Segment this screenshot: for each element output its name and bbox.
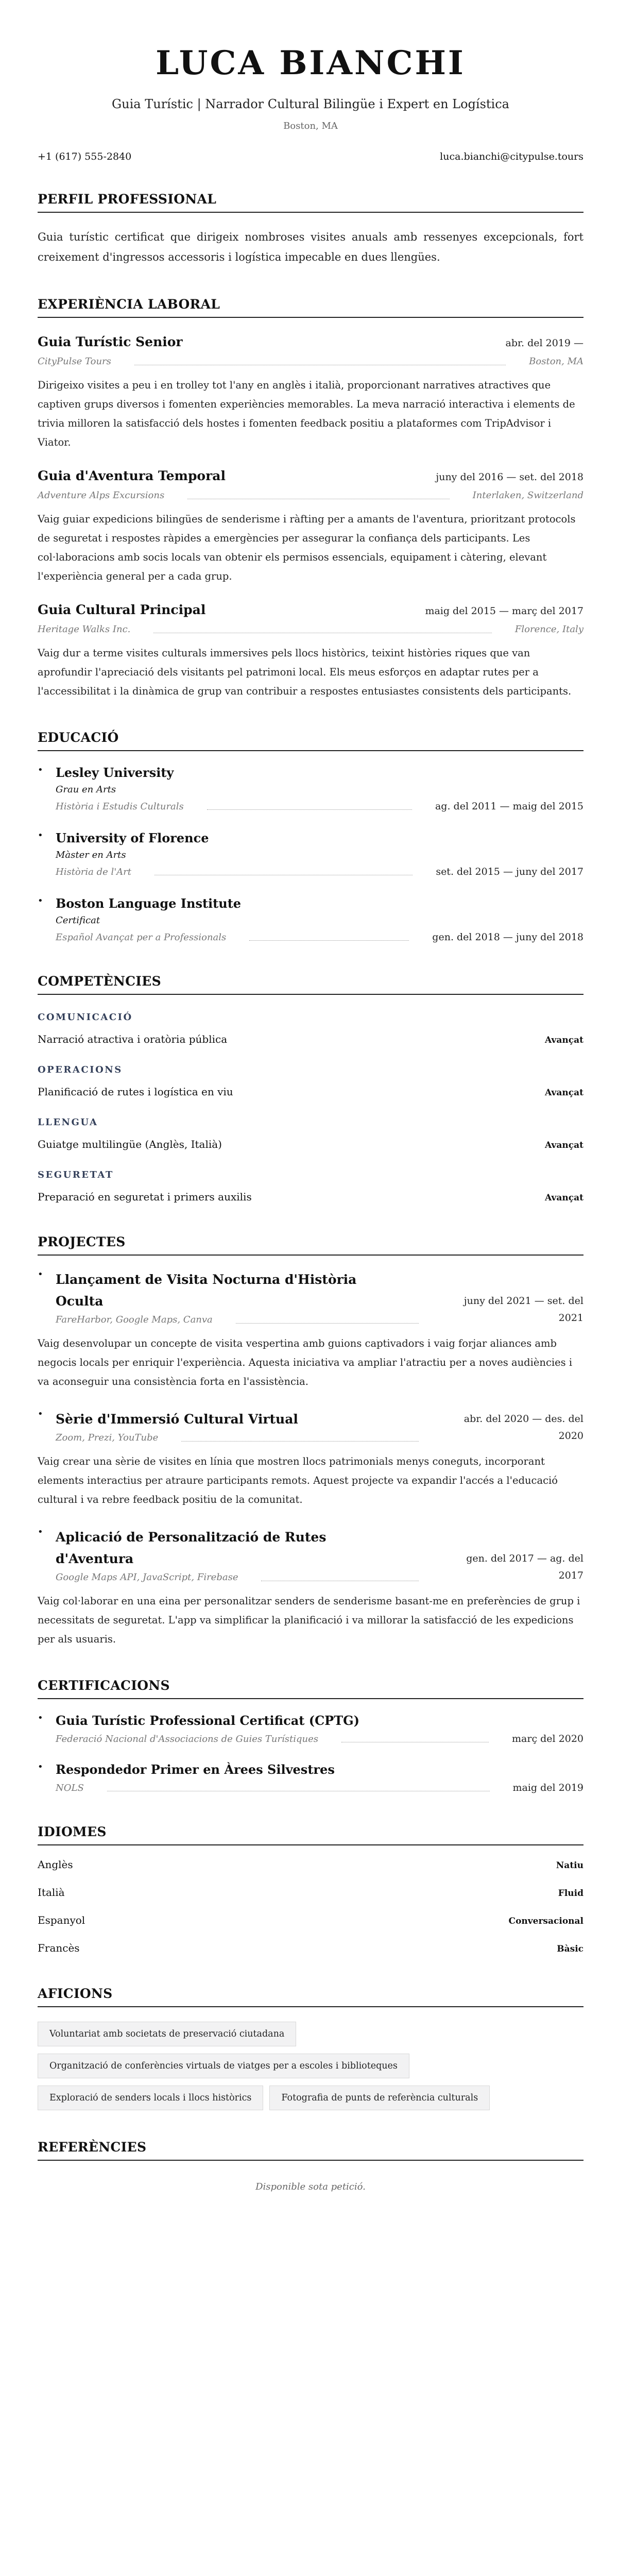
job-entry: [38, 333, 583, 452]
skill-level: Avançat: [545, 1035, 583, 1045]
contact-row: [38, 151, 583, 162]
section-heading: EDUCACIÓ: [38, 730, 583, 751]
project-entry: [38, 1269, 583, 1391]
language-item: [38, 1857, 583, 1873]
job-meta: [38, 623, 583, 636]
certification-list: [38, 1713, 583, 1795]
job-header: [38, 333, 583, 351]
project-title: • Sèrie d'Immersió Cultural Virtual: [56, 1412, 298, 1427]
projects-section: [38, 1234, 583, 1649]
project-description: Vaig desenvolupar un concepte de visita vespertina amb guions captivadors i vaig forjar aliances amb negocis locals per enriquir l'experiència. Aquesta iniciativa va ampliar l'atractiu per a noves audiències i va aconseguir una consistència forta en l'assistència.: [38, 1337, 573, 1387]
education-meta: [56, 930, 583, 944]
resume-header: [38, 43, 583, 162]
skill-list: [38, 1011, 583, 1205]
job-description: Vaig dur a terme visites culturals immersives pels llocs històrics, teixint històries riques que van aprofundir l'apreciació dels visitants pel patrimoni local. Els meus esforços en adaptar rutes per a l'accessibilitat i la dinàmica de grup van contribuir a respostes entusiastes consistents dels participants.: [38, 647, 572, 697]
job-location: Florence, Italy: [514, 624, 583, 635]
skill-item: [38, 1190, 583, 1205]
certification-date: maig del 2019: [512, 1782, 583, 1793]
education-dates: gen. del 2018 — juny del 2018: [432, 931, 583, 943]
project-dates: gen. del 2017 — ag. del 2017: [466, 1553, 583, 1581]
candidate-headline: Guia Turístic | Narrador Cultural Bilingüe i Expert en Logística: [112, 97, 509, 111]
project-info: [56, 1269, 442, 1327]
education-list: [38, 765, 583, 944]
language-list: [38, 1857, 583, 1957]
language-level: Natiu: [556, 1860, 583, 1871]
project-description: Vaig crear una sèrie de visites en línia que mostren llocs patrimonials menys coneguts, incorporant elements interactius per atraure participants remots. Aquest projecte va expandir l'accés a l'educació cultural i va rebre feedback positiu de la comunitat.: [38, 1455, 558, 1505]
skill-name: Preparació en seguretat i primers auxilis: [38, 1191, 252, 1203]
project-entry: [38, 1527, 583, 1649]
project-info: [56, 1409, 442, 1445]
job-dates: abr. del 2019 —: [505, 337, 583, 349]
field-of-study: Història i Estudis Culturals: [56, 801, 184, 812]
issuer: Federació Nacional d'Associacions de Guies Turístiques: [56, 1734, 319, 1744]
language-name: Espanyol: [38, 1914, 85, 1926]
job-description: Dirigeixo visites a peu i en trolley tot l'any en anglès i italià, proporcionant narratives atractives que captiven grups diversos i fomenten experiències memorables. La meva narració interactiva i elements de trivia milloren la satisfacció dels hostes i fomenten feedback positiu a plataformes com TripAdvisor i Viator.: [38, 379, 575, 448]
project-dates: juny del 2021 — set. del 2021: [464, 1295, 583, 1324]
certification-title: • Respondedor Primer en Àrees Silvestres: [56, 1762, 335, 1777]
issuer: NOLS: [56, 1783, 84, 1793]
language-item: [38, 1940, 583, 1957]
language-name: Anglès: [38, 1858, 73, 1871]
education-entry: [38, 830, 583, 879]
experience-section: [38, 296, 583, 701]
job-entry: [38, 467, 583, 586]
job-dates: juny del 2016 — set. del 2018: [436, 471, 583, 483]
skill-level: Avançat: [545, 1193, 583, 1203]
language-name: Francès: [38, 1942, 80, 1954]
field-of-study: Història de l'Art: [56, 867, 132, 877]
degree: Grau en Arts: [56, 784, 116, 795]
degree: Màster en Arts: [56, 850, 126, 860]
school-name: • University of Florence: [56, 831, 209, 845]
company-name: Heritage Walks Inc.: [38, 624, 131, 635]
dotted-leader: [207, 809, 412, 810]
certification-entry: [38, 1713, 583, 1746]
project-tech: FareHarbor, Google Maps, Canva: [56, 1314, 213, 1325]
section-heading: EXPERIÈNCIA LABORAL: [38, 296, 583, 318]
skill-name: Guiatge multilingüe (Anglès, Italià): [38, 1138, 222, 1150]
job-dates: maig del 2015 — març del 2017: [425, 605, 583, 617]
project-dates: abr. del 2020 — des. del 2020: [464, 1413, 583, 1442]
skill-item: [38, 1032, 583, 1047]
language-item: [38, 1885, 583, 1901]
field-of-study: Español Avançat per a Professionals: [56, 932, 227, 943]
dotted-leader: [181, 1441, 419, 1442]
school-name: • Boston Language Institute: [56, 896, 242, 911]
education-meta: [56, 865, 583, 879]
hobby-tag: Exploració de senders locals i llocs històrics: [38, 2086, 263, 2110]
company-name: CityPulse Tours: [38, 356, 111, 367]
degree: Certificat: [56, 915, 100, 926]
section-heading: PERFIL PROFESSIONAL: [38, 191, 583, 213]
profile-summary: Guia turístic certificat que dirigeix nombroses visites anuals amb ressenyes excepcionals, fort creixement d'ingressos accessoris i logística impecable en dues llengües.: [38, 231, 583, 263]
language-level: Conversacional: [508, 1916, 583, 1926]
education-dates: set. del 2015 — juny del 2017: [436, 866, 583, 877]
skills-section: [38, 973, 583, 1205]
job-description: Vaig guiar expedicions bilingües de senderisme i ràfting per a amants de l'aventura, prioritzant protocols de seguretat i respostes ràpides a emergències per assegurar la confiança dels participants. Les col·laboracions amb socis locals van obtenir els permisos essencials, equipament i càtering, elevant l'experiència general per a cada grup.: [38, 513, 576, 582]
project-meta: [56, 1313, 442, 1327]
hobby-tag: Fotografia de punts de referència culturals: [269, 2086, 490, 2110]
education-entry: [38, 895, 583, 944]
project-header: [56, 1527, 583, 1584]
school-name: • Lesley University: [56, 765, 174, 780]
certification-date: març del 2020: [512, 1733, 583, 1744]
hobby-tag: Organització de conferències virtuals de viatges per a escoles i biblioteques: [38, 2054, 409, 2078]
skill-category: LLENGUA: [38, 1117, 98, 1128]
job-location: Interlaken, Switzerland: [472, 490, 583, 501]
hobby-tags: [38, 2022, 583, 2110]
section-heading: CERTIFICACIONS: [38, 1677, 583, 1699]
skill-item: [38, 1084, 583, 1100]
job-meta: [38, 355, 583, 368]
certification-meta: [56, 1781, 583, 1795]
skill-category: OPERACIONS: [38, 1064, 123, 1075]
job-header: [38, 601, 583, 619]
skill-category: SEGURETAT: [38, 1170, 114, 1180]
candidate-name: LUCA BIANCHI: [156, 44, 466, 82]
project-tech: Zoom, Prezi, YouTube: [56, 1432, 159, 1443]
language-item: [38, 1912, 583, 1929]
certification-meta: [56, 1732, 583, 1746]
section-heading: AFICIONS: [38, 1986, 583, 2007]
references-note: Disponible sota petició.: [255, 2181, 366, 2192]
project-header: [56, 1269, 583, 1327]
candidate-location: Boston, MA: [283, 121, 338, 131]
job-title: Guia Cultural Principal: [38, 602, 206, 617]
job-header: [38, 467, 583, 485]
hobbies-section: [38, 1986, 583, 2110]
project-header: [56, 1409, 583, 1445]
job-entry: [38, 601, 583, 701]
section-heading: COMPETÈNCIES: [38, 973, 583, 995]
languages-section: [38, 1824, 583, 1957]
company-name: Adventure Alps Excursions: [38, 490, 165, 501]
references-section: [38, 2139, 583, 2192]
project-tech: Google Maps API, JavaScript, Firebase: [56, 1572, 238, 1583]
education-meta: [56, 800, 583, 814]
education-entry: [38, 765, 583, 814]
project-list: [38, 1269, 583, 1649]
project-entry: [38, 1409, 583, 1509]
project-title: • Aplicació de Personalització de Rutes d'Aventura: [56, 1530, 327, 1566]
job-title: Guia Turístic Senior: [38, 334, 183, 349]
dotted-leader: [249, 940, 409, 941]
project-info: [56, 1527, 442, 1584]
certifications-section: [38, 1677, 583, 1795]
hobby-tag: Voluntariat amb societats de preservació ciutadana: [38, 2022, 296, 2046]
skill-level: Avançat: [545, 1140, 583, 1150]
profile-section: [38, 191, 583, 267]
education-dates: ag. del 2011 — maig del 2015: [435, 801, 583, 812]
section-heading: REFERÈNCIES: [38, 2139, 583, 2161]
project-meta: [56, 1431, 442, 1445]
job-list: [38, 333, 583, 701]
language-level: Fluid: [558, 1888, 583, 1899]
skill-item: [38, 1137, 583, 1153]
job-location: Boston, MA: [529, 356, 583, 367]
email-link[interactable]: luca.bianchi@citypulse.tours: [440, 151, 583, 162]
job-title: Guia d'Aventura Temporal: [38, 468, 226, 483]
language-name: Italià: [38, 1886, 65, 1899]
phone: +1 (617) 555-2840: [38, 151, 132, 162]
skill-name: Planificació de rutes i logística en viu: [38, 1086, 233, 1098]
project-meta: [56, 1571, 442, 1584]
skill-level: Avançat: [545, 1088, 583, 1098]
section-heading: PROJECTES: [38, 1234, 583, 1256]
project-description: Vaig col·laborar en una eina per personalitzar senders de senderisme basant-me en preferències de grup i necessitats de seguretat. L'app va simplificar la planificació i va millorar la satisfacció de les expedicions per als usuaris.: [38, 1595, 580, 1645]
certification-title: • Guia Turístic Professional Certificat (CPTG): [56, 1713, 359, 1728]
skill-name: Narració atractiva i oratòria pública: [38, 1033, 228, 1045]
job-meta: [38, 489, 583, 502]
project-title: • Llançament de Visita Nocturna d'Història Oculta: [56, 1272, 357, 1309]
dotted-leader: [236, 1323, 419, 1324]
language-level: Bàsic: [557, 1944, 583, 1954]
certification-entry: [38, 1761, 583, 1795]
section-heading: IDIOMES: [38, 1824, 583, 1845]
skill-category: COMUNICACIÓ: [38, 1012, 133, 1023]
education-section: [38, 730, 583, 944]
